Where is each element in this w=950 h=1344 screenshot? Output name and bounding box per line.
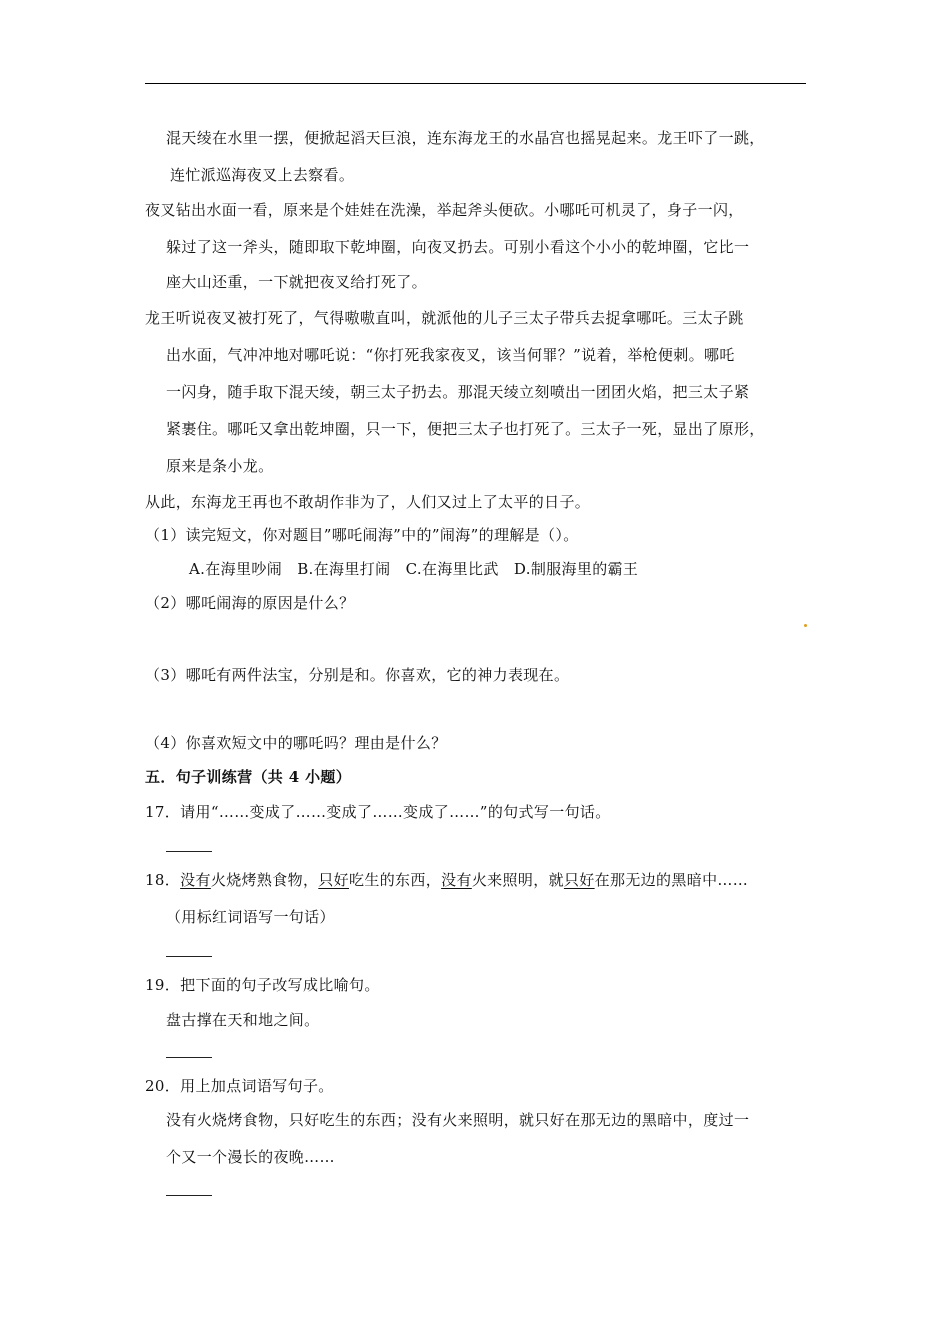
question-4: （4）你喜欢短文中的哪吒吗？理由是什么？ [145,734,447,752]
passage-line-7: 出水面，气冲冲地对哪吒说：“你打死我家夜叉，该当何罪？”说着，举枪便刺。哪吒 [166,346,735,364]
section-five-heading: 五．句子训练营（共 4 小题） [145,768,352,786]
question-20-line-2: 个又一个漫长的夜晚…… [166,1148,335,1166]
q18-marked-word: 没有 [180,871,211,889]
question-1: （1）读完短文，你对题目”哪吒闹海”中的”闹海”的理解是（）。 [145,526,579,544]
answer-blank-18[interactable] [166,956,212,957]
option-a[interactable]: A.在海里吵闹 [189,560,283,578]
q18-text: 吃生的东西， [349,871,442,889]
q18-text: 火来照明，就 [471,871,564,889]
q18-text: 在那无边的黑暗中…… [594,871,749,889]
answer-blank-17[interactable] [166,851,212,852]
passage-line-9: 紧裹住。哪吒又拿出乾坤圈，只一下，便把三太子也打死了。三太子一死，显出了原形， [166,420,765,438]
question-3: （3）哪吒有两件法宝，分别是和。你喜欢，它的神力表现在。 [145,666,570,684]
question-17: 17．请用“……变成了……变成了……变成了……”的句式写一句话。 [145,803,611,821]
passage-line-2: 连忙派巡海夜叉上去察看。 [170,166,355,184]
passage-line-11: 从此，东海龙王再也不敢胡作非为了，人们又过上了太平的日子。 [145,493,591,511]
option-b[interactable]: B.在海里打闹 [297,560,391,578]
q18-marked-word: 只好 [563,871,595,889]
question-18-note: （用标红词语写一句话） [166,908,335,926]
answer-blank-19[interactable] [166,1057,212,1058]
header-rule [145,83,806,84]
stray-dot [804,624,807,627]
passage-line-8: 一闪身，随手取下混天绫，朝三太子扔去。那混天绫立刻喷出一团团火焰，把三太子紧 [166,383,750,401]
passage-line-6: 龙王听说夜叉被打死了，气得嗷嗷直叫，就派他的儿子三太子带兵去捉拿哪吒。三太子跳 [145,309,744,327]
q18-marked-word: 没有 [441,871,472,889]
question-18 [145,870,748,890]
question-1-options [189,559,648,579]
q18-marked-word: 只好 [318,871,349,889]
passage-line-4: 躲过了这一斧头，随即取下乾坤圈，向夜叉扔去。可别小看这个小小的乾坤圈，它比一 [166,238,750,256]
q18-text: 火烧烤熟食物， [210,871,319,889]
question-20: 20．用上加点词语写句子。 [145,1077,334,1095]
q18-number: 18． [145,871,181,889]
question-2: （2）哪吒闹海的原因是什么？ [145,594,355,612]
question-19: 19．把下面的句子改写成比喻句。 [145,976,380,994]
answer-blank-20[interactable] [166,1195,212,1196]
option-c[interactable]: C.在海里比武 [405,560,499,578]
passage-line-3: 夜叉钻出水面一看，原来是个娃娃在洗澡，举起斧头便砍。小哪吒可机灵了，身子一闪， [145,201,744,219]
question-19-sentence: 盘古撑在天和地之间。 [166,1011,320,1029]
passage-line-10: 原来是条小龙。 [166,457,274,475]
passage-line-1: 混天绫在水里一摆，便掀起滔天巨浪，连东海龙王的水晶宫也摇晃起来。龙王吓了一跳， [166,129,765,147]
question-20-line-1: 没有火烧烤食物，只好吃生的东西；没有火来照明，就只好在那无边的黑暗中，度过一 [166,1111,750,1129]
option-d[interactable]: D.制服海里的霸王 [513,560,639,578]
passage-line-5: 座大山还重，一下就把夜叉给打死了。 [166,273,427,291]
